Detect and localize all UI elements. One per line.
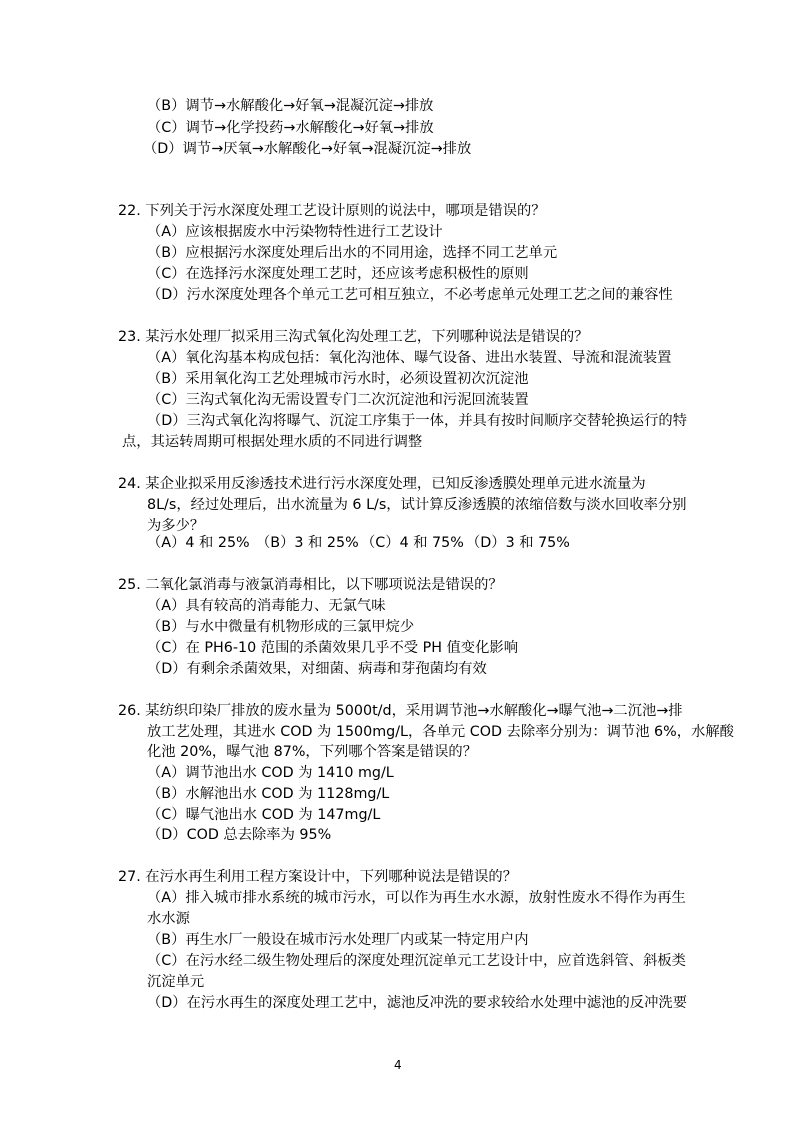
q24-question-line2: 8L/s，经过处理后，出水流量为 6 L/s，试计算反渗透膜的浓缩倍数与淡水回收率分别 — [147, 497, 687, 513]
q26-question-line1: 26. 某纺织印染厂排放的废水量为 5000t/d，采用调节池→水解酸化→曝气池→二沉池→排 — [118, 703, 683, 719]
q26-option-d: （D）COD 总去除率为 95% — [147, 827, 332, 843]
q25-question: 25. 二氧化氯消毒与液氯消毒相比，以下哪项说法是错误的？ — [118, 577, 503, 593]
q26-option-a: （A）调节池出水 COD 为 1410 mg/L — [147, 765, 394, 781]
q27-option-a-cont: 水水源 — [147, 911, 190, 927]
q26-option-c: （C）曝气池出水 COD 为 147mg/L — [147, 807, 381, 823]
q22-option-c: （C）在选择污水深度处理工艺时，还应该考虑积极性的原则 — [147, 266, 529, 282]
q22-option-a: （A）应该根据废水中污染物特性进行工艺设计 — [147, 224, 443, 240]
q23-option-d: （D）三沟式氧化沟将曝气、沉淀工序集于一体，并具有按时间顺序交替轮换运行的特 — [147, 413, 687, 429]
q24-option-c: （C）4 和 75% — [361, 535, 464, 551]
q23-option-c: （C）三沟式氧化沟无需设置专门二次沉淀池和污泥回流装置 — [147, 392, 529, 408]
q27-option-c: （C）在污水经二级生物处理后的深度处理沉淀单元工艺设计中，应首选斜管、斜板类 — [147, 953, 686, 969]
q25-option-d: （D）有剩余杀菌效果，对细菌、病毒和芽孢菌均有效 — [147, 661, 487, 677]
q25-option-a: （A）具有较高的消毒能力、无氯气味 — [147, 598, 386, 614]
page-number: 4 — [394, 1058, 402, 1072]
q24-option-d: （D）3 和 75% — [466, 535, 570, 551]
q21-option-b: （B）调节→水解酸化→好氧→混凝沉淀→排放 — [147, 98, 434, 114]
q27-option-d: （D）在污水再生的深度处理工艺中，滤池反冲洗的要求较给水处理中滤池的反冲洗要 — [147, 995, 687, 1011]
q24-question-line1: 24. 某企业拟采用反渗透技术进行污水深度处理，已知反渗透膜处理单元进水流量为 — [118, 476, 646, 492]
q27-option-c-cont: 沉淀单元 — [147, 974, 205, 990]
q23-option-d-cont: 点，其运转周期可根据处理水质的不同进行调整 — [122, 434, 423, 450]
q26-question-line2: 放工艺处理，其进水 COD 为 1500mg/L，各单元 COD 去除率分别为：调节池 6%，水解酸 — [147, 724, 734, 740]
q22-question: 22. 下列关于污水深度处理工艺设计原则的说法中，哪项是错误的？ — [118, 203, 546, 219]
q23-question: 23. 某污水处理厂拟采用三沟式氧化沟处理工艺，下列哪种说法是错误的？ — [118, 329, 589, 345]
q21-option-c: （C）调节→化学投药→水解酸化→好氧→排放 — [147, 120, 434, 136]
q24-option-a: （A）4 和 25% — [147, 535, 250, 551]
q22-option-b: （B）应根据污水深度处理后出水的不同用途，选择不同工艺单元 — [147, 245, 558, 261]
q26-question-line3: 化池 20%，曝气池 87%，下列哪个答案是错误的？ — [147, 744, 477, 760]
q27-question: 27. 在污水再生利用工程方案设计中，下列哪种说法是错误的？ — [118, 869, 517, 885]
q23-option-b: （B）采用氧化沟工艺处理城市污水时，必须设置初次沉淀池 — [147, 371, 529, 387]
q25-option-b: （B）与水中微量有机物形成的三氯甲烷少 — [147, 619, 415, 635]
q21-option-d: （D）调节→厌氧→水解酸化→好氧→混凝沉淀→排放 — [143, 141, 472, 157]
q23-option-a: （A）氧化沟基本构成包括：氧化沟池体、曝气设备、进出水装置、导流和混流装置 — [147, 350, 672, 366]
q24-question-line3: 为多少？ — [147, 518, 205, 534]
q22-option-d: （D）污水深度处理各个单元工艺可相互独立，不必考虑单元处理工艺之间的兼容性 — [147, 287, 673, 303]
q27-option-a: （A）排入城市排水系统的城市污水，可以作为再生水水源，放射性废水不得作为再生 — [147, 890, 686, 906]
q25-option-c: （C）在 PH6-10 范围的杀菌效果几乎不受 PH 值变化影响 — [147, 640, 518, 656]
q24-option-b: （B）3 和 25% — [256, 535, 359, 551]
q27-option-b: （B）再生水厂一般设在城市污水处理厂内或某一特定用户内 — [147, 932, 529, 948]
q26-option-b: （B）水解池出水 COD 为 1128mg/L — [147, 786, 390, 802]
